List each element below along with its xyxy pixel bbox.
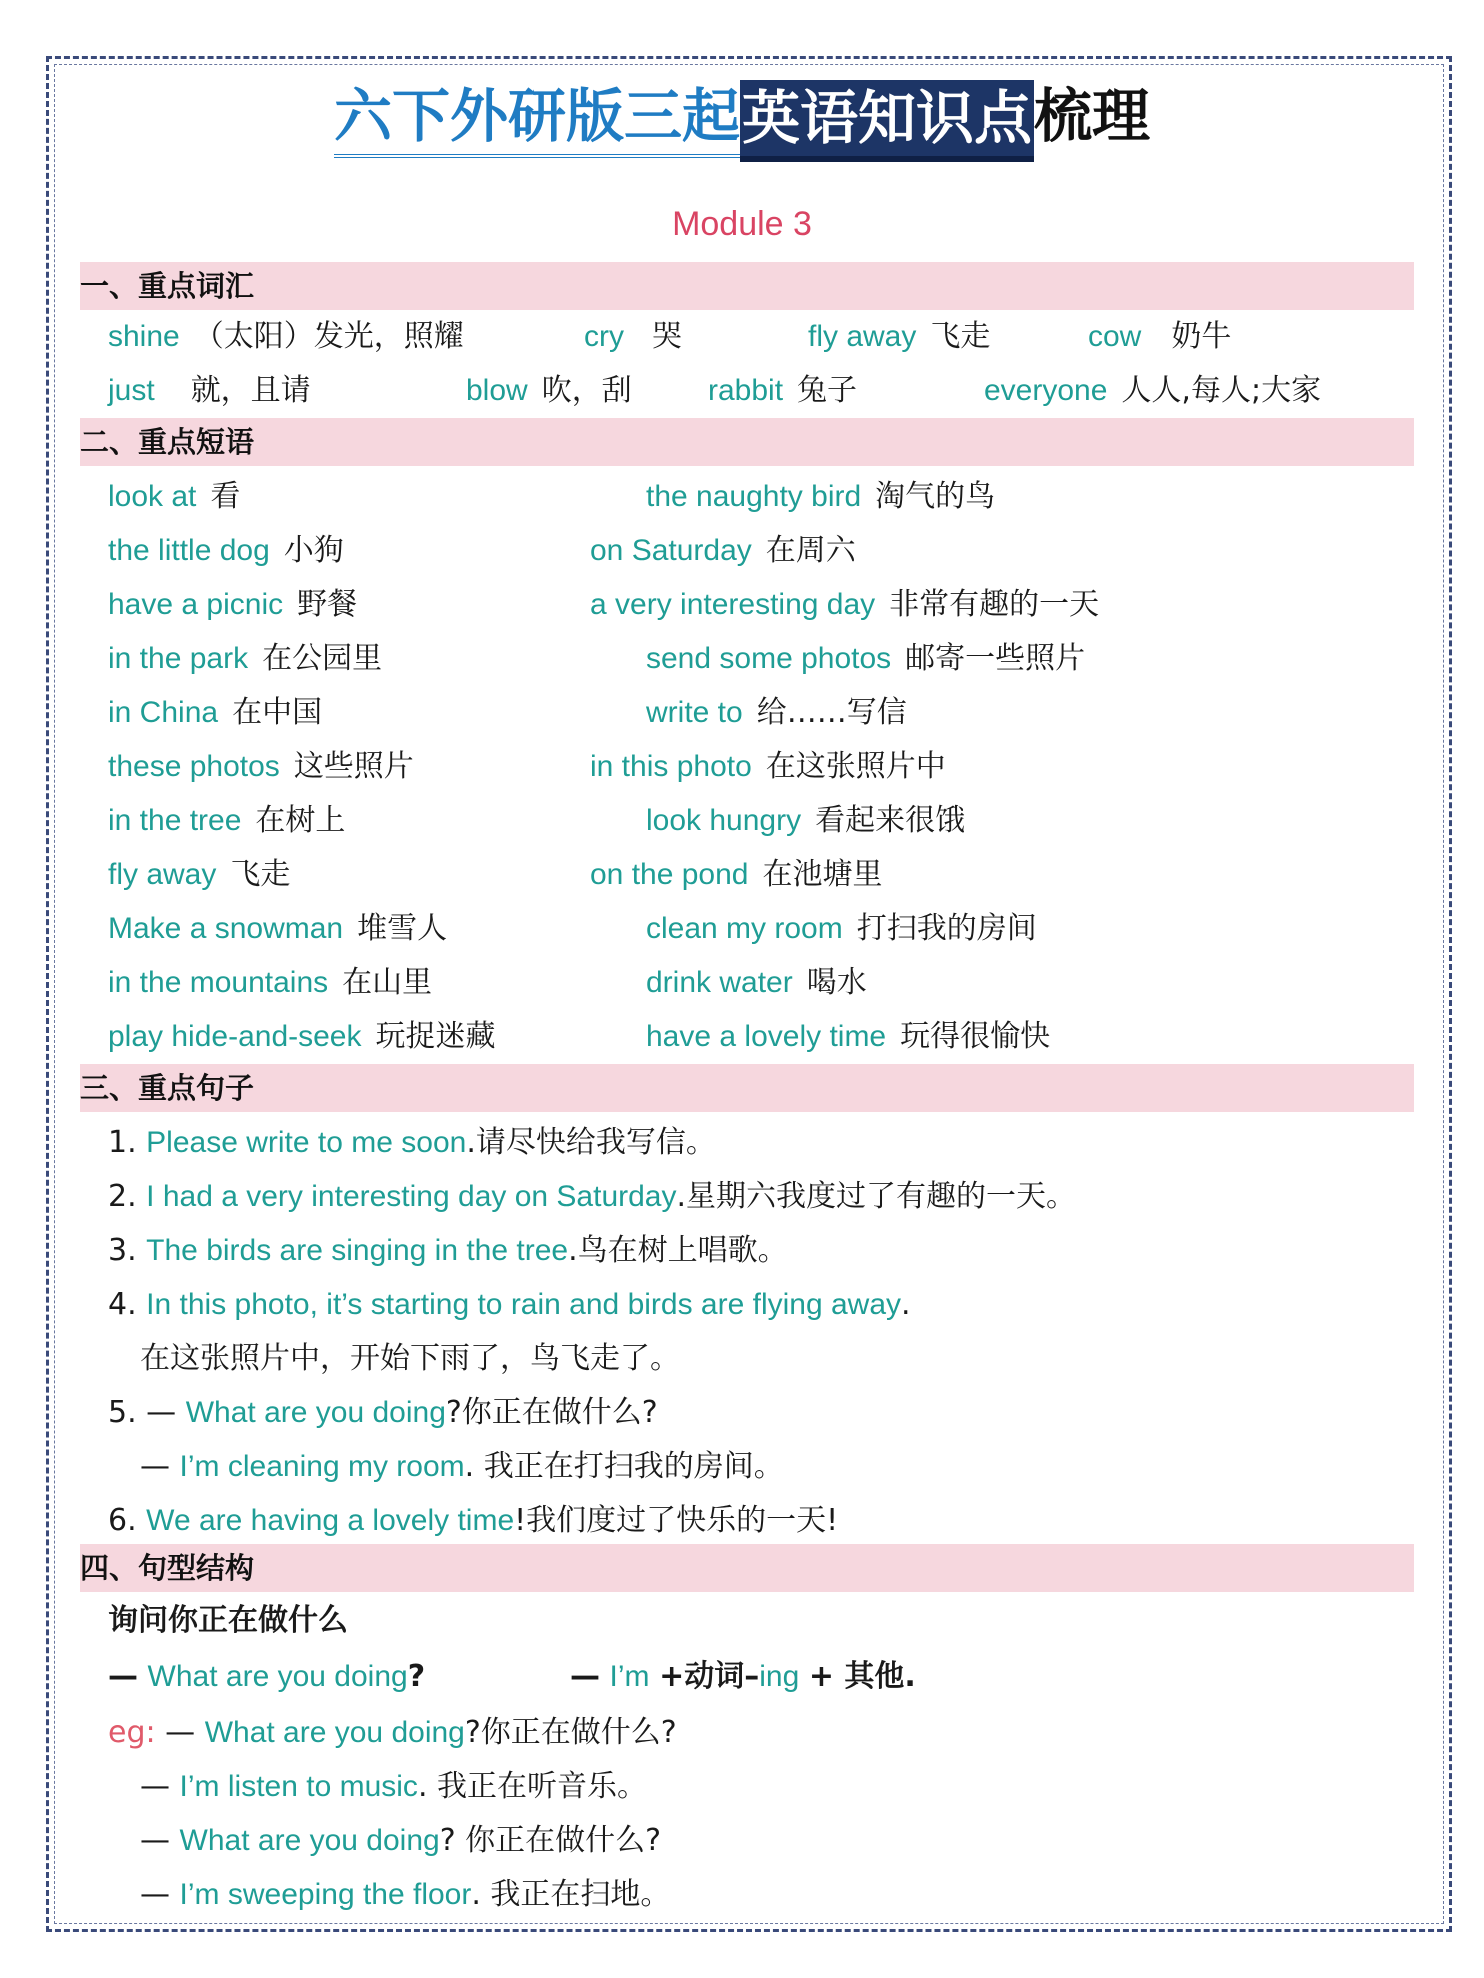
- phrase-item: in the mountains 在山里: [108, 965, 433, 1000]
- phrase-item: the naughty bird 淘气的鸟: [646, 479, 996, 514]
- title-part-2: 英语知识点: [740, 80, 1034, 162]
- vocab-item: shine （太阳）发光，照耀: [108, 319, 464, 354]
- title-part-1: 六下外研版三起: [334, 80, 740, 158]
- pattern-heading: 询问你正在做什么: [108, 1603, 348, 1638]
- section-heading-vocab: 一、重点词汇: [80, 269, 255, 303]
- phrase-item: Make a snowman 堆雪人: [108, 911, 448, 946]
- phrase-item: in China 在中国: [108, 695, 323, 730]
- phrase-item: in this photo 在这张照片中: [590, 749, 946, 784]
- sentence-item: 6. We are having a lovely time!我们度过了快乐的一天!: [108, 1503, 839, 1538]
- section-band: [80, 262, 1414, 310]
- section-heading-phrases: 二、重点短语: [80, 425, 255, 459]
- example-item: — What are you doing? 你正在做什么?: [140, 1823, 662, 1858]
- phrase-item: have a picnic 野餐: [108, 587, 358, 622]
- title-part-3: 梳理: [1034, 82, 1151, 150]
- vocab-item: fly away 飞走: [808, 319, 991, 354]
- sentence-item: — I’m cleaning my room. 我正在打扫我的房间。: [140, 1449, 784, 1484]
- section-band: [80, 1064, 1414, 1112]
- phrase-item: look hungry 看起来很饿: [646, 803, 966, 838]
- phrase-item: these photos 这些照片: [108, 749, 414, 784]
- pattern-question: — What are you doing?: [108, 1659, 426, 1694]
- phrase-item: the little dog 小狗: [108, 533, 344, 568]
- phrase-item: in the park 在公园里: [108, 641, 383, 676]
- section-band: [80, 418, 1414, 466]
- pattern-answer: — I’m +动词–ing + 其他.: [570, 1659, 916, 1694]
- phrase-item: play hide-and-seek 玩捉迷藏: [108, 1019, 496, 1054]
- sentence-item: 3. The birds are singing in the tree.鸟在树上唱歌。: [108, 1233, 788, 1268]
- section-band: [80, 1544, 1414, 1592]
- phrase-item: drink water 喝水: [646, 965, 867, 1000]
- sentence-item: 1. Please write to me soon.请尽快给我写信。: [108, 1125, 716, 1160]
- example-item: — I’m sweeping the floor. 我正在扫地。: [140, 1877, 671, 1912]
- phrase-item: have a lovely time 玩得很愉快: [646, 1019, 1051, 1054]
- phrase-item: on the pond 在池塘里: [590, 857, 883, 892]
- phrase-item: look at 看: [108, 479, 241, 514]
- phrase-item: in the tree 在树上: [108, 803, 346, 838]
- phrase-item: fly away 飞走: [108, 857, 291, 892]
- sentence-item: 2. I had a very interesting day on Saturday.星期六我度过了有趣的一天。: [108, 1179, 1077, 1214]
- sentence-translation: 在这张照片中，开始下雨了，鸟飞走了。: [140, 1341, 680, 1376]
- vocab-item: blow 吹，刮: [466, 373, 632, 408]
- example-item: — I’m listen to music. 我正在听音乐。: [140, 1769, 648, 1804]
- phrase-item: clean my room 打扫我的房间: [646, 911, 1037, 946]
- vocab-item: just 就，且请: [108, 373, 311, 408]
- section-heading-sentences: 三、重点句子: [80, 1071, 255, 1105]
- phrase-item: write to 给……写信: [646, 695, 907, 730]
- sentence-item: 5. — What are you doing?你正在做什么?: [108, 1395, 658, 1430]
- example-item: eg: — What are you doing?你正在做什么?: [108, 1715, 677, 1750]
- sentence-item: 4. In this photo, it’s starting to rain and birds are flying away.: [108, 1287, 911, 1322]
- phrase-item: on Saturday 在周六: [590, 533, 856, 568]
- vocab-item: cry 哭: [584, 319, 682, 354]
- vocab-item: rabbit 兔子: [708, 373, 858, 408]
- vocab-item: cow 奶牛: [1088, 319, 1232, 354]
- phrase-item: send some photos 邮寄一些照片: [646, 641, 1086, 676]
- phrase-item: a very interesting day 非常有趣的一天: [590, 587, 1100, 622]
- section-heading-patterns: 四、句型结构: [80, 1551, 255, 1585]
- vocab-item: everyone 人人,每人;大家: [984, 373, 1322, 408]
- page-title: [0, 80, 1484, 162]
- module-label: Module 3: [672, 205, 812, 243]
